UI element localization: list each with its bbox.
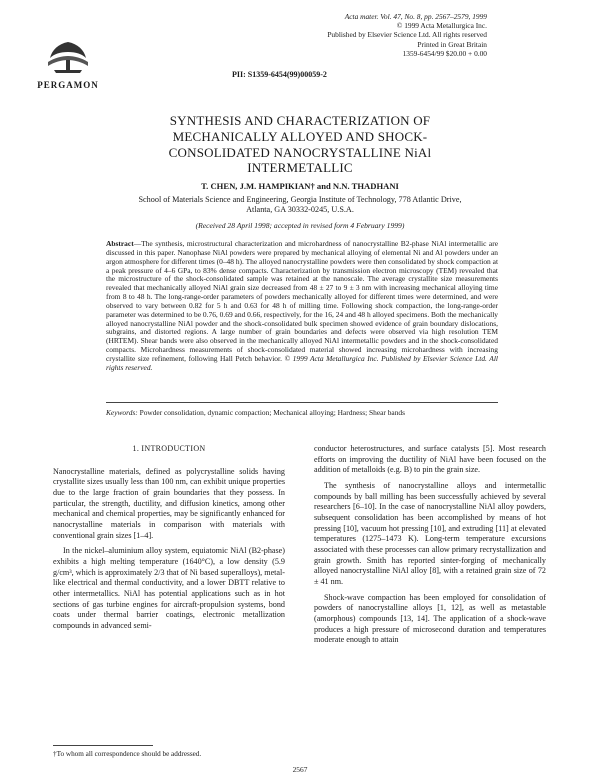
footnote: †To whom all correspondence should be addressed. (53, 750, 202, 758)
printed-line: Printed in Great Britain (417, 39, 487, 49)
paragraph: Nanocrystalline materials, defined as polycrystalline solids having crystallite sizes usually less than 100 nm, can exhibit unique properties due to the large fraction of grain boundaries that they possess. In particular, the strength, ductility, and diffusion kinetics, among other mechanical and chemical properties, may be significantly enhanced for nanocrystalline materials in comparison with materials with conventional grain sizes [1–4]. (53, 466, 285, 540)
abstract-copyright: © 1999 Acta Metallurgica Inc. Published by Elsevier Science Ltd. All rights reserved. (106, 353, 498, 372)
affiliation (0, 195, 600, 216)
received-dates: (Received 28 April 1998; accepted in revised form 4 February 1999) (195, 221, 405, 230)
abstract-divider (106, 402, 498, 403)
publisher-logo (18, 40, 118, 90)
title-line: INTERMETALLIC (247, 160, 353, 176)
publisher-line: Published by Elsevier Science Ltd. All rights reserved (327, 30, 487, 40)
keywords-text: Powder consolidation, dynamic compaction; Mechanical alloying; Hardness; Shear bands (137, 408, 405, 417)
author-list: T. CHEN, J.M. HAMPIKIAN† and N.N. THADHANI (201, 181, 399, 191)
footnote-divider (53, 745, 153, 746)
affiliation-line: Atlanta, GA 30332-0245, U.S.A. (246, 205, 354, 215)
abstract (106, 240, 498, 373)
copyright-line: © 1999 Acta Metallurgica Inc. (396, 21, 487, 31)
paragraph: conductor heterostructures, and surface catalysts [5]. Most research efforts on improving the ductility of NiAl have been focused on the addition of metalloids (e.g. B) to pin the grain size. (314, 444, 546, 475)
paragraph: The synthesis of nanocrystalline alloys and intermetallic compounds by ball milling has been successfully achieved by several researchers [6–10]. In the case of nanocrystalline NiAl alloy powders, subsequent consolidation has been accomplished by means of hot pressing [10], vacuum hot pressing [10], and extruding [11] at elevated temperatures (1275–1473 K). Long-term temperature excursions associated with these processes can allow primary recrystallization and grain growth. Smith has reported sinter-forging of mechanically alloyed nanocrystalline NiAl alloy [8], with a retained grain size of 72 ± 41 nm. (314, 480, 546, 586)
pii-identifier: PII: S1359-6454(99)00059-2 (232, 70, 327, 79)
keywords (106, 408, 498, 417)
paragraph: In the nickel–aluminium alloy system, equiatomic NiAl (B2-phase) exhibits a high melting temperature (1640°C), a low density (5.9 g/cm³, which is approximately 2/3 that of Ni based superalloys), metal-like electrical and thermal conductivity, and a lower DBTT relative to other intermetallics. NiAl has potential applications such as in hot sections of gas turbine engines for aircraft-propulsion systems, bond coats under thermal barrier coatings, electronic metallization compounds in advanced semi- (53, 546, 285, 630)
title-line: CONSOLIDATED NANOCRYSTALLINE NiAl (168, 144, 432, 160)
keywords-label: Keywords: (106, 408, 138, 417)
page-number: 2567 (292, 765, 308, 774)
abstract-text: —The synthesis, microstructural characterization and microhardness of nanocrystalline B2-phase NiAl intermetallic are discussed in this paper. Nanophase NiAl powders were prepared by mechanical alloying of elemental Ni and Al powders under an argon atmosphere for different times (0–48 h). The alloyed nanocrystalline powders were then consolidated by shock compaction at a peak pressure of 4–6 GPa, to 83% dense compacts. Characterization by transmission electron microscopy (TEM) revealed that the microstructure of the shock-consolidated sample was retained at the nanoscale. The average crystallite size measurements revealed that mechanically alloyed NiAl grain size decreased from 48 ± 27 to 9 ± 3 nm with increasing mechanical alloying time from 8 to 48 h. The long-range-order parameters of powders mechanically alloyed for different times were determined, and were observed to vary between 0.82 for 5 h and 0.63 for 48 h of milling time. Following shock compaction, the long-range-order parameter was determined to be 0.76, 0.69 and 0.66, respectively, for the 16, 24 and 48 h alloyed specimens. Both the mechanically alloyed nanocrystalline NiAl powder and the shock-consolidated bulk specimen showed evidence of grain boundary dislocations, subgrains, and distorted regions. A large number of grain boundaries and defects were observed via high resolution TEM (HRTEM). Shear bands were also observed in the mechanically alloyed NiAl intermetallic powders and in the shock-consolidated compacts. Microhardness measurements of shock-consolidated material showed increasing microhardness with increasing crystallite size refinement, following Hall Petch behavior. (106, 239, 499, 363)
section-heading: 1. INTRODUCTION (132, 444, 206, 453)
affiliation-line: School of Materials Science and Engineering, Georgia Institute of Technology, 778 Atlantic Drive, (138, 195, 462, 204)
body-column-left (53, 444, 285, 637)
abstract-label: Abstract (106, 239, 134, 248)
title-line: MECHANICALLY ALLOYED AND SHOCK- (172, 128, 428, 144)
publication-info (327, 12, 487, 58)
paper-title (0, 113, 600, 176)
paragraph: Shock-wave compaction has been employed for consolidation of powders of nanocrystalline alloys [1, 12], as well as metastable (amorphous) compounds [13, 14]. The application of a shock-wave produces a high pressure of microsecond duration and temperatures moderate enough to attain (314, 592, 546, 645)
publisher-name: PERGAMON (37, 80, 99, 90)
body-column-right (314, 444, 546, 651)
title-line: SYNTHESIS AND CHARACTERIZATION OF (169, 113, 431, 128)
issn-line: 1359-6454/99 $20.00 + 0.00 (402, 48, 487, 58)
journal-citation: Acta mater. Vol. 47, No. 8, pp. 2567–2579, 1999 (344, 12, 487, 21)
pergamon-emblem-icon (40, 40, 96, 74)
